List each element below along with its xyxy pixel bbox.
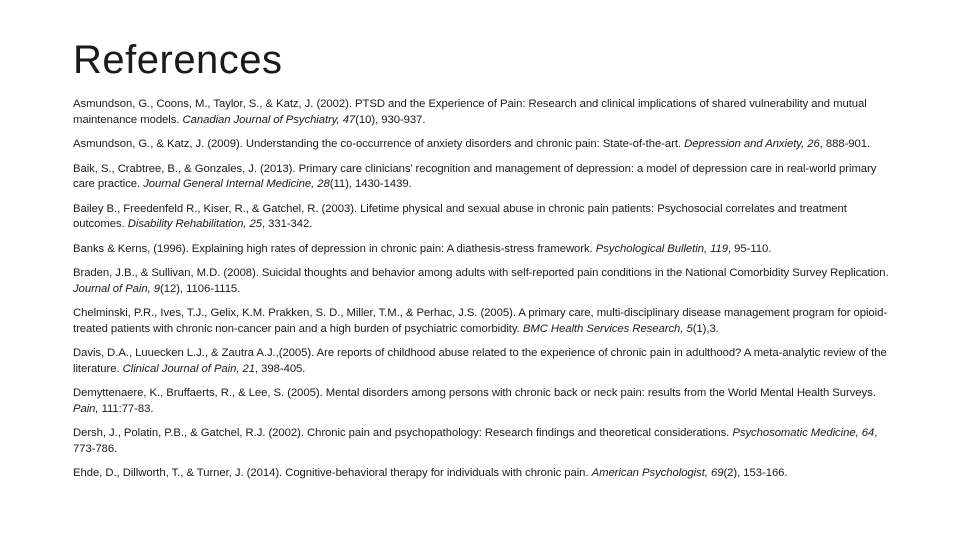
- reference-text: Ehde, D., Dillworth, T., & Turner, J. (2014). Cognitive-behavioral therapy for individuals with chronic pain.: [73, 467, 592, 479]
- reference-item: [73, 266, 891, 297]
- reference-item: [73, 97, 891, 128]
- reference-pages: , 888-901.: [819, 138, 871, 150]
- reference-journal: Psychological Bulletin, 119: [595, 242, 728, 255]
- reference-pages: , 331-342.: [261, 218, 313, 230]
- reference-item: [73, 242, 891, 258]
- reference-item: [73, 306, 891, 337]
- reference-text: Asmundson, G., & Katz, J. (2009). Understanding the co-occurrence of anxiety disorders and chronic pain: State-of-the-art.: [73, 138, 685, 150]
- reference-pages: (12), 1106-1115.: [160, 282, 241, 295]
- reference-pages: (11), 1430-1439.: [329, 178, 412, 190]
- reference-journal: BMC Health Services Research, 5: [522, 322, 693, 335]
- reference-journal: Canadian Journal of Psychiatry, 47: [182, 113, 356, 126]
- reference-text: Banks & Kerns, (1996). Explaining high rates of depression in chronic pain: A diathesis-stress framework.: [73, 242, 596, 255]
- slide-title: References: [73, 38, 283, 82]
- reference-text: Demyttenaere, K., Bruffaerts, R., & Lee, S. (2005). Mental disorders among persons with chronic back or neck pain: results from the World Mental Health Surveys.: [73, 387, 876, 399]
- reference-item: [73, 162, 891, 193]
- reference-pages: (1),3.: [692, 322, 719, 335]
- reference-pages: , 398-405.: [255, 362, 306, 375]
- reference-pages: , 773-786.: [73, 427, 878, 455]
- reference-journal: American Psychologist, 69: [591, 467, 724, 479]
- reference-pages: (2), 153-166.: [723, 467, 788, 479]
- reference-item: [73, 466, 891, 482]
- reference-journal: Journal General Internal Medicine, 28: [143, 178, 330, 190]
- reference-pages: (10), 930-937.: [355, 113, 426, 126]
- reference-item: [73, 202, 891, 233]
- reference-item: [73, 137, 891, 153]
- reference-text: Dersh, J., Polatin, P.B., & Gatchel, R.J. (2002). Chronic pain and psychopathology: Research findings and theoretical considerations.: [73, 427, 733, 439]
- reference-item: [73, 346, 891, 377]
- reference-item: [73, 426, 891, 457]
- reference-journal: Pain,: [73, 402, 99, 415]
- reference-journal: Depression and Anxiety, 26: [684, 138, 820, 150]
- reference-item: [73, 386, 891, 417]
- reference-text: Asmundson, G., Coons, M., Taylor, S., & Katz, J. (2002). PTSD and the Experience of Pain: Research and clinical implications of shared vulnerability and mutual maintenance models.: [73, 98, 867, 126]
- reference-journal: Disability Rehabilitation, 25: [127, 218, 262, 230]
- reference-list: [73, 97, 891, 491]
- reference-text: Braden, J.B., & Sullivan, M.D. (2008). Suicidal thoughts and behavior among adults with self-reported pain conditions in the National Comorbidity Survey Replication.: [73, 267, 889, 279]
- reference-journal: Clinical Journal of Pain, 21: [122, 362, 255, 375]
- reference-text: Chelminski, P.R., Ives, T.J., Gelix, K.M. Prakken, S. D., Miller, T.M., & Perhac, J.S. (2005). A primary care, multi-disciplinary disease management program for opioid-treated patients with chronic non-cancer pain and a high burden of psychiatric comorbidity.: [73, 307, 888, 335]
- reference-text: Bailey B., Freedenfeld R., Kiser, R., & Gatchel, R. (2003). Lifetime physical and sexual abuse in chronic pain patients: Psychosocial correlates and treatment outcomes.: [73, 202, 847, 230]
- reference-text: Davis, D.A., Luuecken L.J., & Zautra A.J.,(2005). Are reports of childhood abuse related to the experience of chronic pain in adulthood? A meta-analytic review of the literature.: [73, 347, 887, 375]
- reference-pages: 111:77-83.: [98, 402, 154, 415]
- reference-text: Baik, S., Crabtree, B., & Gonzales, J. (2013). Primary care clinicians’ recognition and management of depression: a model of depression care in real-world primary care practice.: [73, 162, 877, 190]
- reference-pages: , 95-110.: [727, 242, 772, 255]
- reference-journal: Psychosomatic Medicine, 64: [732, 427, 875, 439]
- reference-journal: Journal of Pain, 9: [73, 282, 161, 295]
